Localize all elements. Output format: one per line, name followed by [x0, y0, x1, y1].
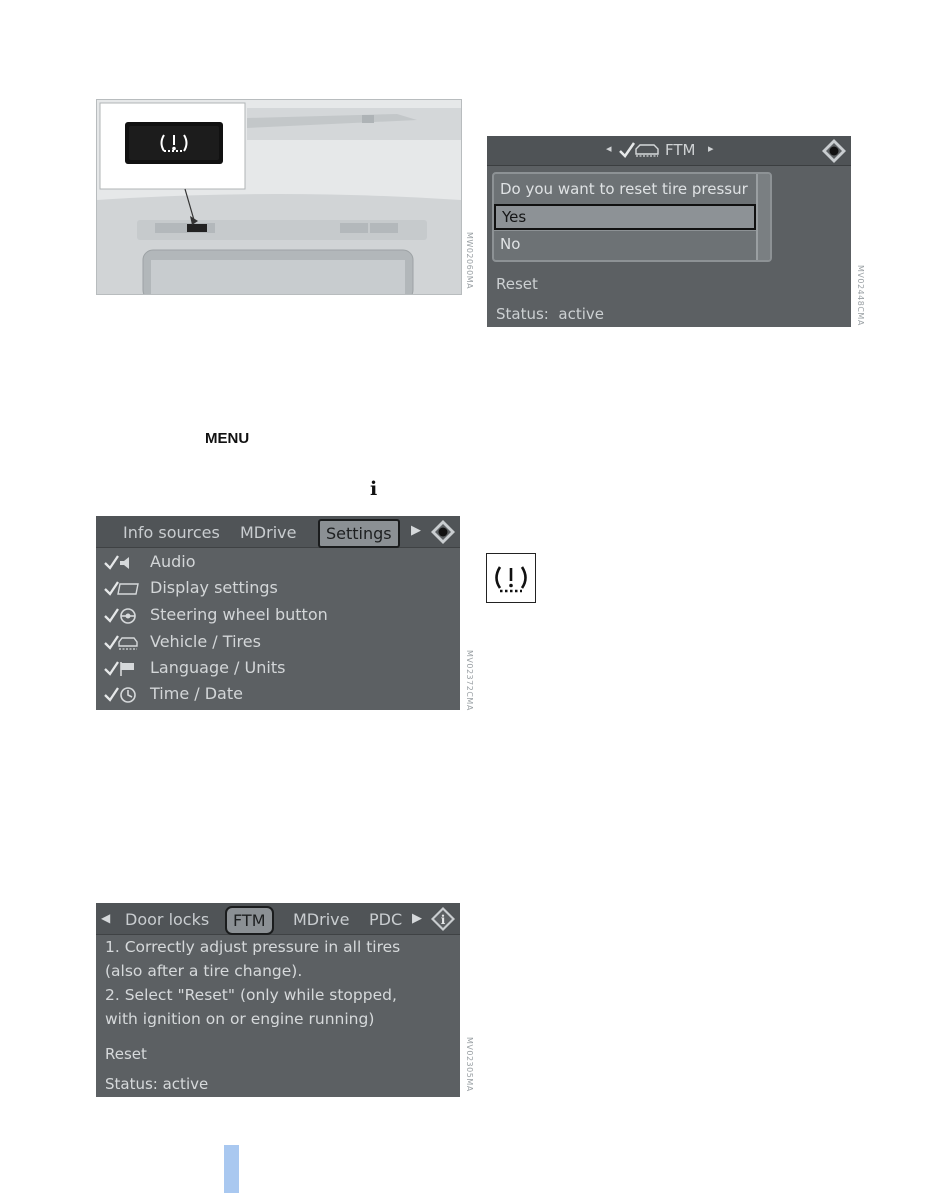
figure-code: MV02448CMA: [856, 265, 865, 326]
tab-pdc[interactable]: PDC: [369, 910, 403, 929]
reset-label[interactable]: Reset: [105, 1045, 147, 1063]
dashboard-photo: [96, 99, 462, 295]
steering-wheel-icon: [104, 606, 140, 626]
tab-door-locks[interactable]: Door locks: [125, 910, 210, 929]
instruction-line: 1. Correctly adjust pressure in all tires: [105, 938, 401, 956]
ftm-header-title: FTM: [665, 141, 696, 159]
menu-item-label: Display settings: [150, 578, 278, 597]
instruction-line: with ignition on or engine running): [105, 1010, 375, 1028]
no-option[interactable]: No: [494, 230, 758, 257]
info-button-label: i: [370, 478, 378, 500]
arrow-right-icon[interactable]: ▶: [411, 523, 421, 538]
menu-button-label: MENU: [205, 430, 250, 447]
figure-code: MV02305MA: [465, 1037, 474, 1092]
menu-item-vehicle-tires[interactable]: [104, 630, 444, 656]
display-icon: [104, 579, 140, 599]
menu-item-display-settings[interactable]: [104, 576, 444, 602]
tab-settings[interactable]: Settings: [318, 519, 400, 548]
tire-pressure-warning-symbol: [486, 553, 536, 603]
settings-menu-screen: [96, 516, 460, 710]
arrow-right-icon[interactable]: ▶: [412, 911, 422, 926]
vehicle-tires-icon: [104, 633, 140, 653]
tab-info-sources[interactable]: Info sources: [123, 523, 220, 542]
arrow-left-icon[interactable]: ◀: [101, 911, 111, 925]
status-label: Status: active: [496, 305, 604, 323]
vehicle-tires-icon: [618, 140, 660, 160]
svg-text:i: i: [440, 913, 446, 927]
reset-label[interactable]: Reset: [496, 275, 538, 293]
reset-confirm-dialog: [492, 172, 772, 262]
figure-code: MW02060MA: [465, 232, 474, 290]
menu-item-label: Audio: [150, 552, 196, 571]
tab-mdrive[interactable]: MDrive: [293, 910, 350, 929]
menu-item-time-date[interactable]: [104, 682, 444, 708]
ftm-header: [487, 136, 851, 166]
arrow-left-icon[interactable]: ◂: [606, 142, 612, 155]
ftm-tab-bar: [96, 903, 460, 935]
reset-question: Do you want to reset tire pressur: [500, 180, 748, 198]
reset-tire-pressure-screen: [487, 136, 851, 327]
page-edge-band: [224, 1145, 239, 1193]
info-controller-icon: [430, 906, 456, 932]
menu-item-label: Steering wheel button: [150, 605, 328, 624]
tab-mdrive[interactable]: MDrive: [240, 523, 297, 542]
dashboard-photo-drawing: [97, 100, 461, 294]
instruction-line: 2. Select "Reset" (only while stopped,: [105, 986, 397, 1004]
menu-item-label: Time / Date: [150, 684, 243, 703]
menu-item-label: Language / Units: [150, 658, 286, 677]
controller-icon: [821, 138, 847, 164]
yes-option[interactable]: Yes: [494, 204, 756, 230]
menu-item-audio[interactable]: [104, 550, 444, 576]
instruction-line: (also after a tire change).: [105, 962, 303, 980]
clock-icon: [104, 685, 140, 705]
tire-pressure-warning-icon: [487, 554, 535, 602]
status-label: Status: active: [105, 1075, 209, 1093]
ftm-info-screen: [96, 903, 460, 1097]
dialog-scroll-edge: [756, 174, 772, 260]
language-flag-icon: [104, 659, 140, 679]
tab-ftm[interactable]: FTM: [225, 906, 274, 935]
arrow-right-icon[interactable]: ▸: [708, 142, 714, 155]
menu-item-language-units[interactable]: [104, 656, 444, 682]
settings-tab-bar: [96, 516, 460, 548]
figure-code: MV02372CMA: [465, 650, 474, 711]
menu-item-label: Vehicle / Tires: [150, 632, 261, 651]
menu-item-steering-wheel-button[interactable]: [104, 603, 444, 629]
controller-icon: [430, 519, 456, 545]
audio-icon: [104, 553, 140, 573]
